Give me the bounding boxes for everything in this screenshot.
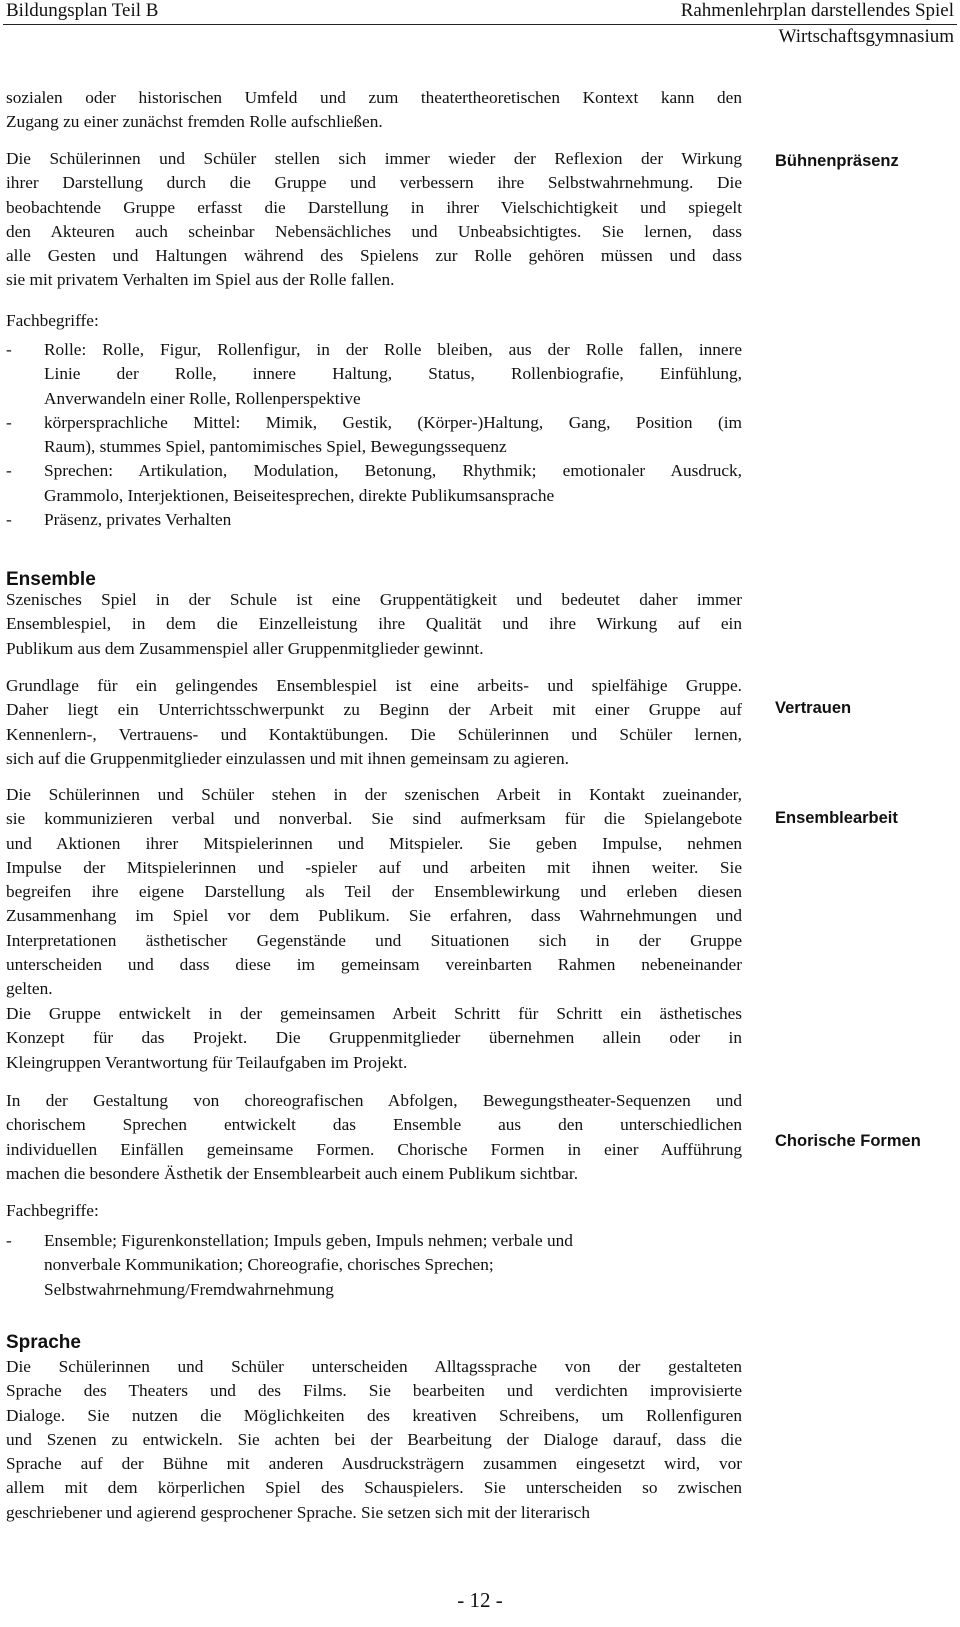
text-line: sozialen oder historischen Umfeld und zum theatertheoretischen Kontext kann den xyxy=(6,88,742,107)
dash-bullet: - xyxy=(6,510,12,530)
text-line: Rolle: Rolle, Figur, Rollenfigur, in der Rolle bleiben, aus der Rolle fallen, innere xyxy=(44,340,742,359)
dash-bullet: - xyxy=(6,1231,12,1250)
list-item xyxy=(6,508,742,532)
list-item xyxy=(6,338,742,411)
text-line: körpersprachliche Mittel: Mimik, Gestik, (Körper-)Haltung, Gang, Position (im xyxy=(44,412,742,432)
text-line: alle Gesten und Haltungen während des Spielens zur Rolle gehören müssen und dass xyxy=(6,246,742,266)
text-line: sich auf die Gruppenmitglieder einzulassen und mit ihnen gemeinsam zu agieren. xyxy=(6,748,569,768)
margin-label-ensemblearbeit: Ensemblearbeit xyxy=(775,809,898,827)
text-line: ihrer Darstellung durch die Gruppe und verbessern ihre Selbstwahrnehmung. Die xyxy=(6,173,742,193)
text-line: Sprache auf der Bühne mit anderen Ausdrucksträgern zusammen eingesetzt wird, vor xyxy=(6,1454,742,1474)
text-line: beobachtende Gruppe erfasst die Darstellung in ihrer Vielschichtigkeit und spiegelt xyxy=(6,197,742,217)
text-line: Sprache des Theaters und des Films. Sie bearbeiten und verdichten improvisierte xyxy=(6,1381,742,1401)
text-line: den Akteuren auch scheinbar Nebensächliches und Unbeabsichtigtes. Sie lernen, dass xyxy=(6,221,742,241)
text-line: machen die besondere Ästhetik der Ensemblearbeit auch einem Publikum sichtbar. xyxy=(6,1163,579,1183)
text-line: Zugang zu einer zunächst fremden Rolle aufschließen. xyxy=(6,112,383,132)
header-left-title: Bildungsplan Teil B xyxy=(6,0,159,21)
text-line: Linie der Rolle, innere Haltung, Status, Rollenbiografie, Einfühlung, xyxy=(44,364,742,384)
text-line: Ensemblespiel, in dem die Einzelleistung ihre Qualität und ihre Wirkung auf ein xyxy=(6,614,742,634)
text-line: Präsenz, privates Verhalten xyxy=(44,510,232,530)
text-line: Szenisches Spiel in der Schule ist eine Gruppentätigkeit und bedeutet daher immer xyxy=(6,590,742,609)
paragraph-kontakt xyxy=(6,783,742,1002)
text-line: Selbstwahrnehmung/Fremdwahrnehmung xyxy=(44,1279,334,1299)
dash-bullet: - xyxy=(6,340,12,359)
text-line: Grundlage für ein gelingendes Ensemblespiel ist eine arbeits- und spielfähige Gruppe. xyxy=(6,676,742,695)
text-line: Daher liegt ein Unterrichtsschwerpunkt zu Beginn der Arbeit mit einer Gruppe auf xyxy=(6,700,742,720)
text-line: Konzept für das Projekt. Die Gruppenmitglieder übernehmen allein oder in xyxy=(6,1028,742,1048)
text-line: individuellen Einfällen gemeinsame Formen. Chorische Formen in einer Aufführung xyxy=(6,1139,742,1159)
paragraph-chorisch xyxy=(6,1089,742,1186)
text-line: Die Schülerinnen und Schüler stehen in der szenischen Arbeit in Kontakt zueinander, xyxy=(6,785,742,804)
section-heading-sprache: Sprache xyxy=(6,1332,81,1353)
text-line: Ensemble; Figurenkonstellation; Impuls geben, Impuls nehmen; verbale und xyxy=(44,1231,573,1250)
text-line: Die Schülerinnen und Schüler unterscheiden Alltagssprache von der gestalteten xyxy=(6,1357,742,1376)
paragraph-context xyxy=(6,86,742,135)
text-line: Kleingruppen Verantwortung für Teilaufgaben im Projekt. xyxy=(6,1052,408,1072)
section-heading-ensemble: Ensemble xyxy=(6,569,96,590)
list-item xyxy=(6,459,742,508)
text-line: Zusammenhang im Spiel vor dem Publikum. Sie erfahren, dass Wahrnehmungen und xyxy=(6,906,742,926)
text-line: Anverwandeln einer Rolle, Rollenperspektive xyxy=(44,388,361,408)
text-line: Kennenlern-, Vertrauens- und Kontaktübungen. Die Schülerinnen und Schüler lernen, xyxy=(6,724,742,744)
paragraph-konzept xyxy=(6,1002,742,1075)
fachbegriffe-list-1 xyxy=(6,338,742,532)
margin-label-chorische-formen: Chorische Formen xyxy=(775,1132,921,1150)
list-item xyxy=(6,1229,694,1302)
text-line: Interpretationen ästhetischer Gegenstände und Situationen sich in der Gruppe xyxy=(6,930,742,950)
text-line: unterscheiden und dass diese im gemeinsam vereinbarten Rahmen nebeneinander xyxy=(6,955,742,975)
text-line: und Aktionen ihrer Mitspielerinnen und Mitspieler. Sie geben Impulse, nehmen xyxy=(6,833,742,853)
paragraph-sprache xyxy=(6,1355,742,1525)
text-line: Grammolo, Interjektionen, Beiseitesprechen, direkte Publikumsansprache xyxy=(44,485,555,505)
text-line: allem mit dem körperlichen Spiel des Schauspielers. Sie unterscheiden so zwischen xyxy=(6,1478,742,1498)
text-line: Die Schülerinnen und Schüler stellen sich immer wieder der Reflexion der Wirkung xyxy=(6,149,742,168)
text-line: Publikum aus dem Zusammenspiel aller Gruppenmitglieder gewinnt. xyxy=(6,638,484,658)
paragraph-grundlage xyxy=(6,674,742,771)
dash-bullet: - xyxy=(6,412,12,432)
header-right-title: Rahmenlehrplan darstellendes Spiel xyxy=(680,0,954,21)
dash-bullet: - xyxy=(6,461,12,481)
header-subtitle: Wirtschaftsgymnasium xyxy=(778,26,954,47)
text-line: Raum), stummes Spiel, pantomimisches Spiel, Bewegungssequenz xyxy=(44,437,507,457)
text-line: Die Gruppe entwickelt in der gemeinsamen Arbeit Schritt für Schritt ein ästhetisches xyxy=(6,1004,742,1023)
text-line: chorischem Sprechen entwickelt das Ensemble aus den unterschiedlichen xyxy=(6,1115,742,1135)
page-number: - 12 - xyxy=(457,1588,503,1612)
paragraph-reflexion xyxy=(6,147,742,293)
paragraph-ensemble-intro xyxy=(6,588,742,661)
header-rule xyxy=(3,24,957,25)
text-line: sie kommunizieren verbal und nonverbal. Sie sind aufmerksam für die Spielangebote xyxy=(6,809,742,829)
text-line: gelten. xyxy=(6,979,53,999)
fachbegriffe-label-2: Fachbegriffe: xyxy=(6,1201,99,1220)
text-line: geschriebener und agierend gesprochener Sprache. Sie setzen sich mit der literarisch xyxy=(6,1502,590,1522)
list-item xyxy=(6,411,742,460)
text-line: begreifen ihre eigene Darstellung als Teil der Ensemblewirkung und erleben diesen xyxy=(6,882,742,902)
text-line: Sprechen: Artikulation, Modulation, Betonung, Rhythmik; emotionaler Ausdruck, xyxy=(44,461,742,481)
margin-label-vertrauen: Vertrauen xyxy=(775,699,852,717)
margin-label-buehnenpraesenz: Bühnenpräsenz xyxy=(775,152,899,170)
fachbegriffe-list-2 xyxy=(6,1229,742,1302)
text-line: und Szenen zu entwickeln. Sie achten bei der Bearbeitung der Dialoge darauf, dass die xyxy=(6,1429,742,1449)
text-line: nonverbale Kommunikation; Choreografie, chorisches Sprechen; xyxy=(44,1255,494,1275)
text-line: In der Gestaltung von choreografischen Abfolgen, Bewegungstheater-Sequenzen und xyxy=(6,1091,742,1110)
fachbegriffe-label-1: Fachbegriffe: xyxy=(6,311,99,330)
text-line: Impulse der Mitspielerinnen und -spieler auf und arbeiten mit ihnen weiter. Sie xyxy=(6,857,742,877)
text-line: Dialoge. Sie nutzen die Möglichkeiten des kreativen Schreibens, um Rollenfiguren xyxy=(6,1405,742,1425)
text-line: sie mit privatem Verhalten im Spiel aus der Rolle fallen. xyxy=(6,270,395,290)
